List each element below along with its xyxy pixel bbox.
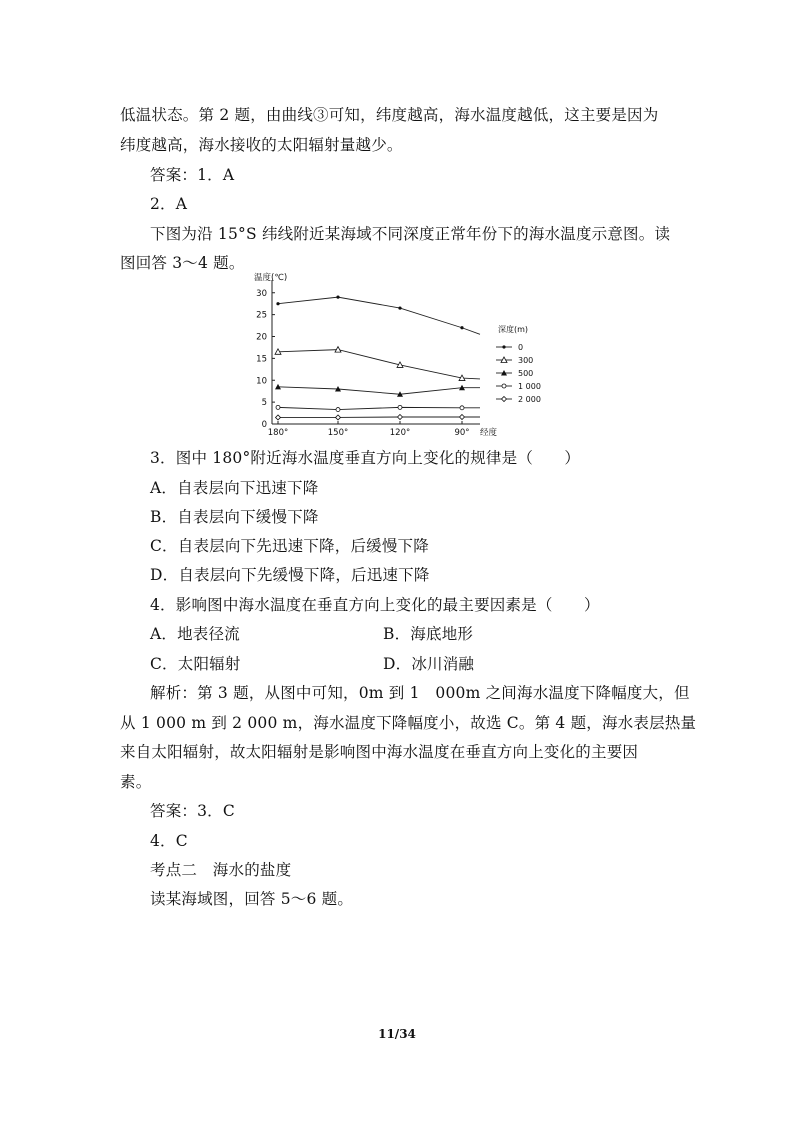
series-line — [278, 387, 480, 394]
data-point — [336, 296, 339, 299]
intro-line: 图回答 3～4 题。 — [120, 254, 245, 272]
y-tick-label: 30 — [256, 288, 267, 299]
legend-label: 300 — [518, 356, 534, 365]
y-tick-label: 15 — [256, 354, 267, 365]
question-3-option-a: A．自表层向下迅速下降 — [150, 479, 319, 497]
y-tick-label: 25 — [256, 310, 267, 321]
question-3-stem: 3．图中 180°附近海水温度垂直方向上变化的规律是（ ） — [150, 449, 581, 467]
section-heading: 考点二 海水的盐度 — [150, 861, 292, 879]
text-line: 低温状态。第 2 题，由曲线③可知，纬度越高，海水温度越低，这主要是因为 — [120, 106, 659, 124]
analysis-line: 素。 — [120, 773, 152, 791]
legend-marker — [502, 345, 505, 348]
data-point — [276, 405, 280, 409]
x-tick-label: 90° — [454, 428, 470, 438]
analysis-line: 来自太阳辐射，故太阳辐射是影响图中海水温度在垂直方向上变化的主要因 — [120, 743, 639, 761]
question-3-option-d: D．自表层向下先缓慢下降，后迅速下降 — [150, 566, 430, 584]
tail-line: 读某海域图，回答 5～6 题。 — [150, 890, 354, 908]
question-3-option-c: C．自表层向下先迅速下降，后缓慢下降 — [150, 537, 429, 555]
question-4-option-a: A．地表径流 — [150, 625, 240, 643]
answer-line: 2．A — [150, 195, 188, 213]
y-tick-label: 20 — [256, 332, 267, 343]
data-point — [276, 302, 279, 305]
question-4-option-b: B．海底地形 — [383, 625, 474, 643]
legend-label: 2 000 — [518, 395, 541, 404]
answer-line: 答案：1．A — [150, 166, 235, 184]
question-4-stem: 4．影响图中海水温度在垂直方向上变化的最主要因素是（ ） — [150, 596, 600, 614]
temperature-chart — [240, 270, 541, 440]
intro-line: 下图为沿 15°S 纬线附近某海域不同深度正常年份下的海水温度示意图。读 — [150, 225, 671, 243]
data-point — [398, 415, 403, 420]
x-axis-label: 经度 — [480, 428, 498, 438]
y-tick-label: 10 — [256, 376, 267, 387]
legend-label: 500 — [518, 369, 534, 378]
data-point — [460, 406, 464, 410]
analysis-line: 从 1 000 m 到 2 000 m，海水温度下降幅度小，故选 C。第 4 题，海水表层热量 — [120, 714, 697, 732]
question-3-option-b: B．自表层向下缓慢下降 — [150, 508, 319, 526]
y-tick-label: 0 — [261, 420, 267, 430]
x-tick-label: 150° — [327, 428, 349, 438]
legend-title: 深度(m) — [498, 325, 529, 334]
data-point — [336, 408, 340, 412]
question-4-option-d: D．冰川消融 — [383, 655, 475, 673]
answer-line: 答案：3．C — [150, 802, 235, 820]
answer-line: 4．C — [150, 832, 188, 850]
analysis-line: 解析：第 3 题，从图中可知，0m 到 1 000m 之间海水温度下降幅度大，但 — [150, 684, 690, 702]
x-tick-label: 180° — [267, 428, 289, 438]
text-line: 纬度越高，海水接收的太阳辐射量越少。 — [120, 136, 403, 154]
data-point — [460, 415, 465, 420]
y-axis-label: 温度(℃) — [254, 273, 288, 283]
y-tick-label: 5 — [261, 398, 267, 409]
data-point — [398, 405, 402, 409]
data-point — [276, 415, 281, 420]
series-line — [278, 350, 480, 379]
data-point — [398, 306, 401, 309]
x-tick-label: 120° — [389, 428, 411, 438]
series-line — [278, 297, 480, 334]
legend-marker — [502, 384, 506, 388]
legend-marker — [502, 397, 507, 402]
data-point — [336, 415, 341, 420]
series-line — [278, 407, 480, 409]
data-point — [460, 326, 463, 329]
page-number: 11/34 — [378, 1027, 416, 1041]
legend-label: 0 — [518, 343, 524, 352]
question-4-option-c: C．太阳辐射 — [150, 655, 241, 673]
legend-label: 1 000 — [518, 382, 541, 391]
